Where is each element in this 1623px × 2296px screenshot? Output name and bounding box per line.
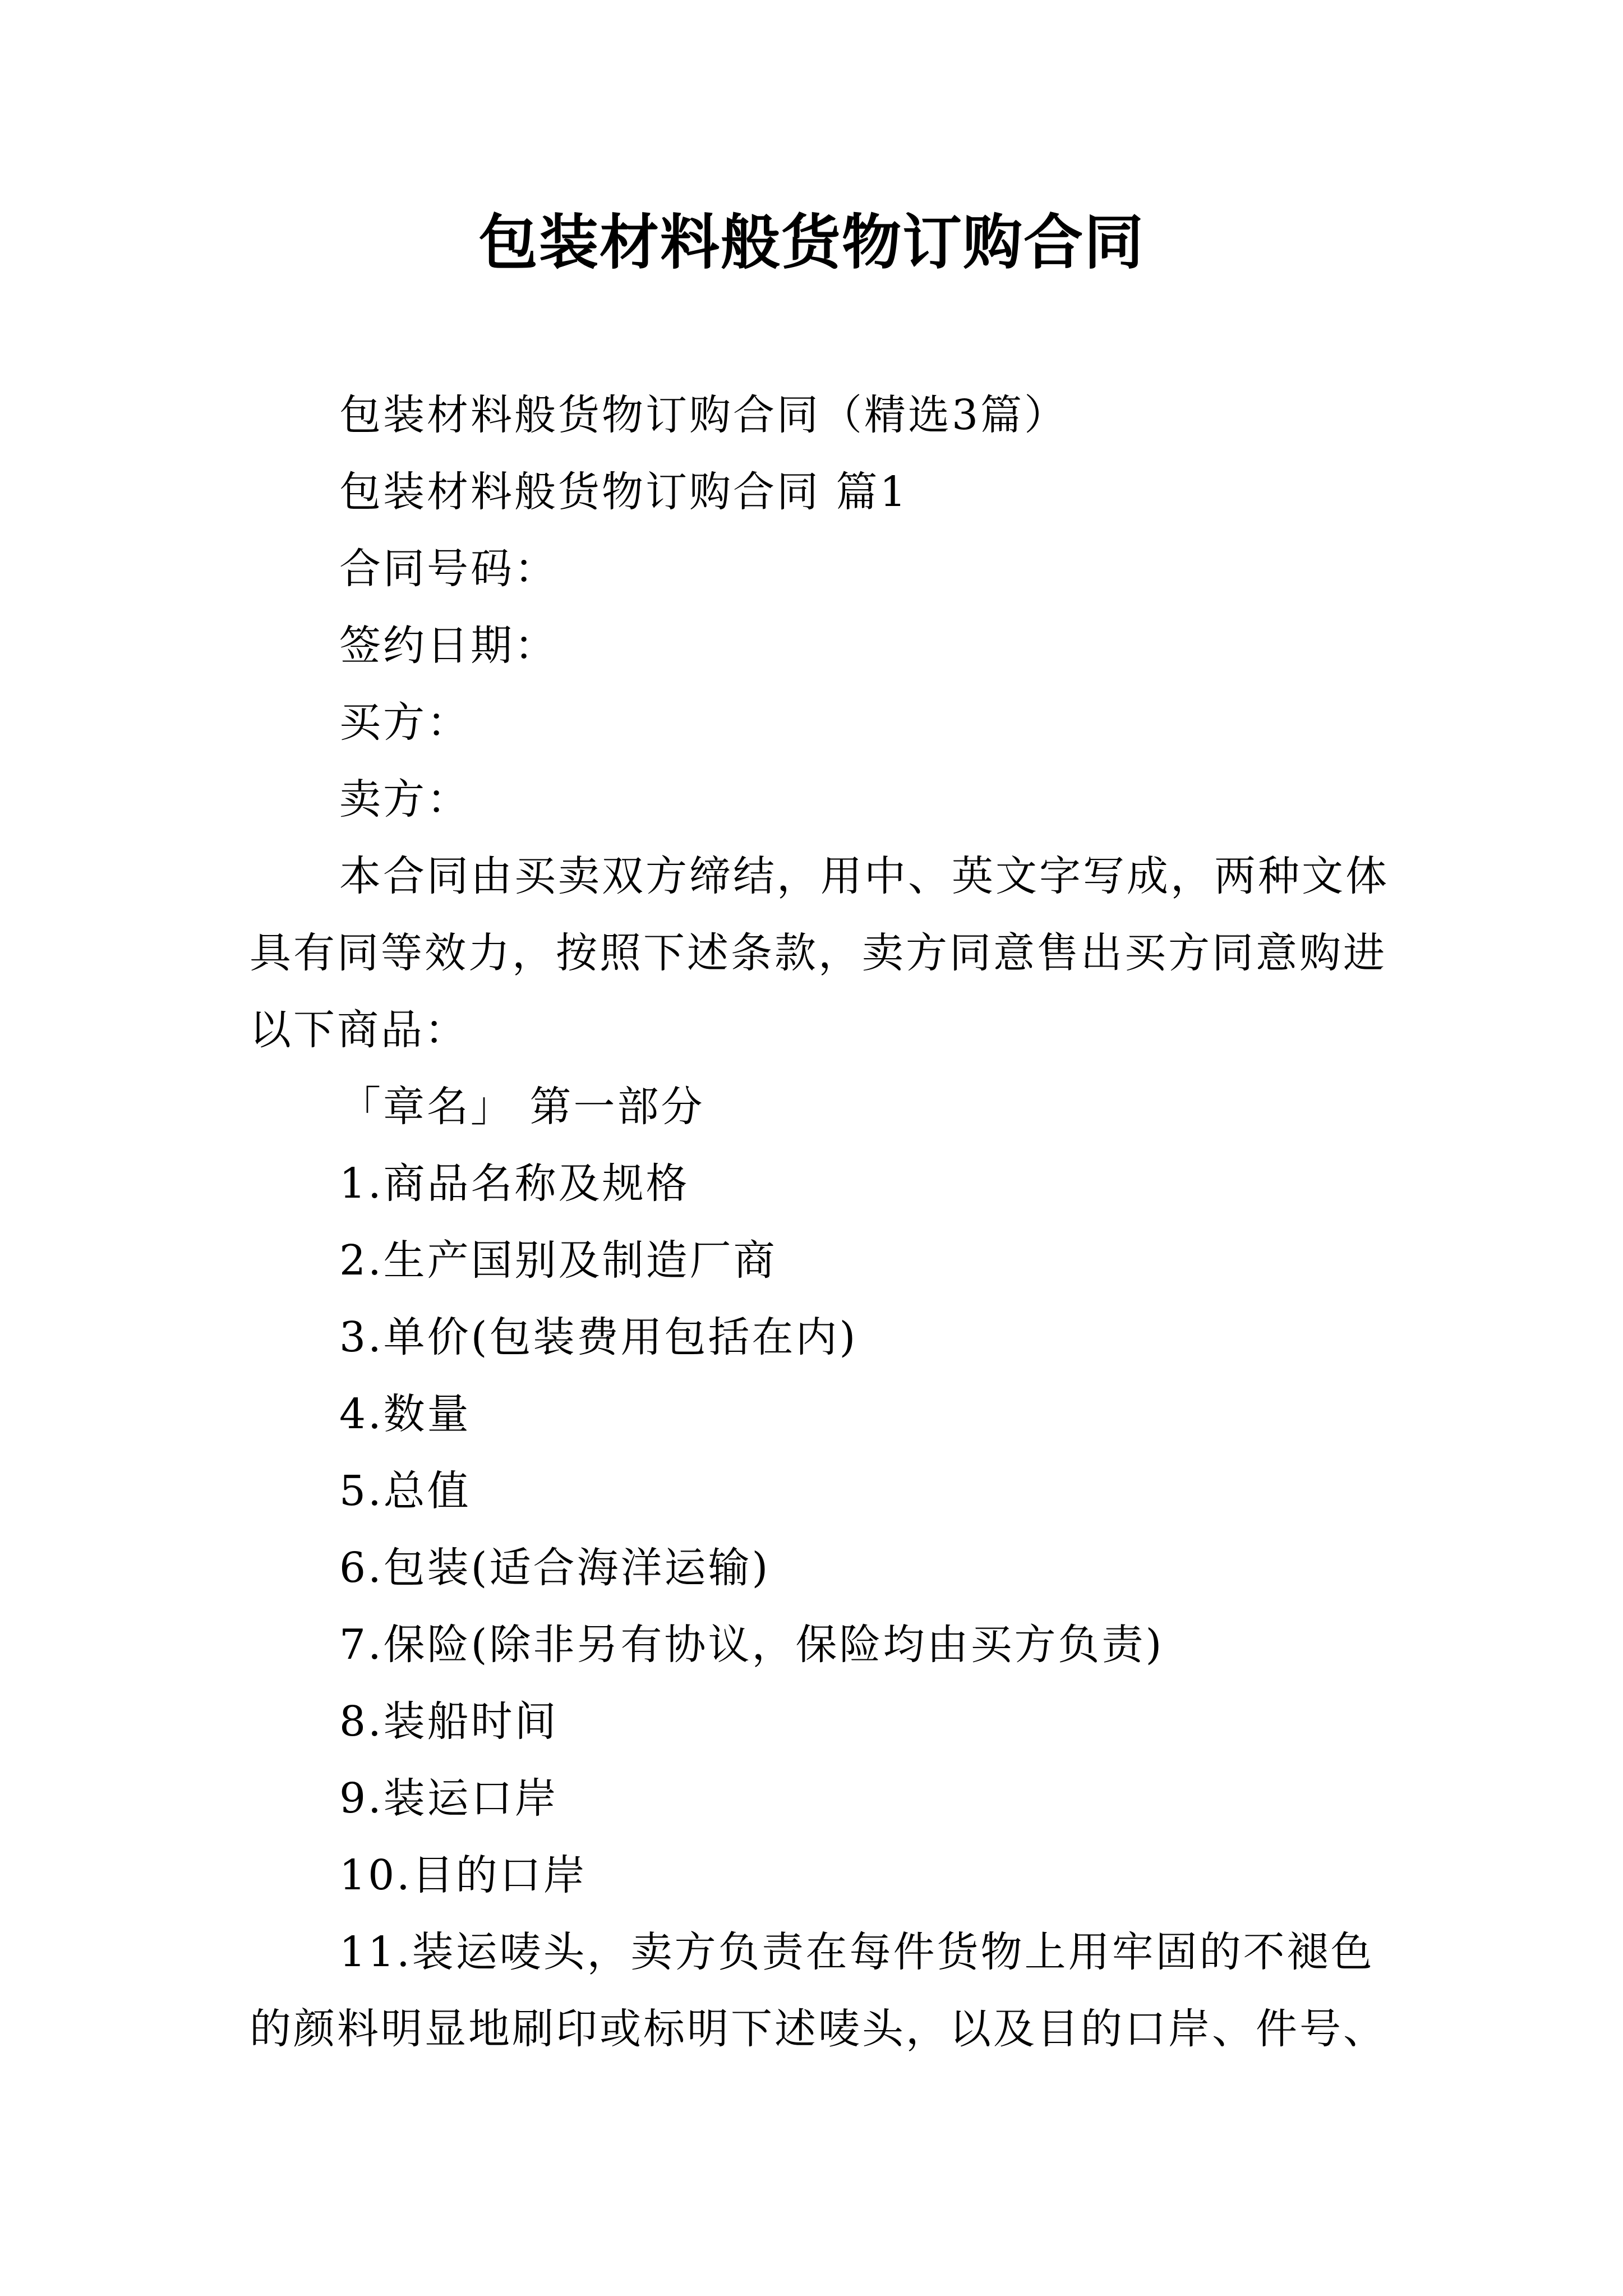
paragraph-selection-note: 包装材料般货物订购合同（精选3篇） [339, 391, 1068, 439]
clause-item-8: 8.装船时间 [339, 1697, 559, 1746]
paragraph-section-heading: 包装材料般货物订购合同 篇1 [339, 468, 909, 516]
paragraph-signing-date: 签约日期： [339, 622, 558, 670]
paragraph-chapter-name: 「章名」 第一部分 [339, 1083, 705, 1131]
clause-item-2: 2.生产国别及制造厂商 [339, 1236, 777, 1285]
clause-item-4: 4.数量 [339, 1390, 471, 1438]
paragraph-seller: 卖方： [339, 775, 471, 823]
clause-item-3: 3.单价(包装费用包括在内) [339, 1313, 858, 1361]
clause-item-6: 6.包装(适合海洋运输) [339, 1544, 771, 1592]
document-body [250, 377, 1394, 2068]
paragraph-buyer: 买方： [339, 698, 471, 747]
clause-item-5: 5.总值 [339, 1467, 471, 1515]
document-title: 包装材料般货物订购合同 [478, 207, 1145, 277]
clause-item-11: 11.装运唛头，卖方负责在每件货物上用牢固的不褪色的颜料明显地刷印或标明下述唛头，以及目的口岸、件号、 [250, 1928, 1387, 2053]
clause-item-10: 10.目的口岸 [339, 1851, 587, 1899]
clause-item-7: 7.保险(除非另有协议，保险均由买方负责) [339, 1621, 1164, 1669]
paragraph-contract-number: 合同号码： [339, 545, 558, 593]
clause-item-1: 1.商品名称及规格 [339, 1159, 690, 1208]
paragraph-preamble: 本合同由买卖双方缔结，用中、英文字写成，两种文体具有同等效力，按照下述条款，卖方同意售出买方同意购进以下商品： [250, 852, 1389, 1054]
clause-item-9: 9.装运口岸 [339, 1774, 559, 1823]
